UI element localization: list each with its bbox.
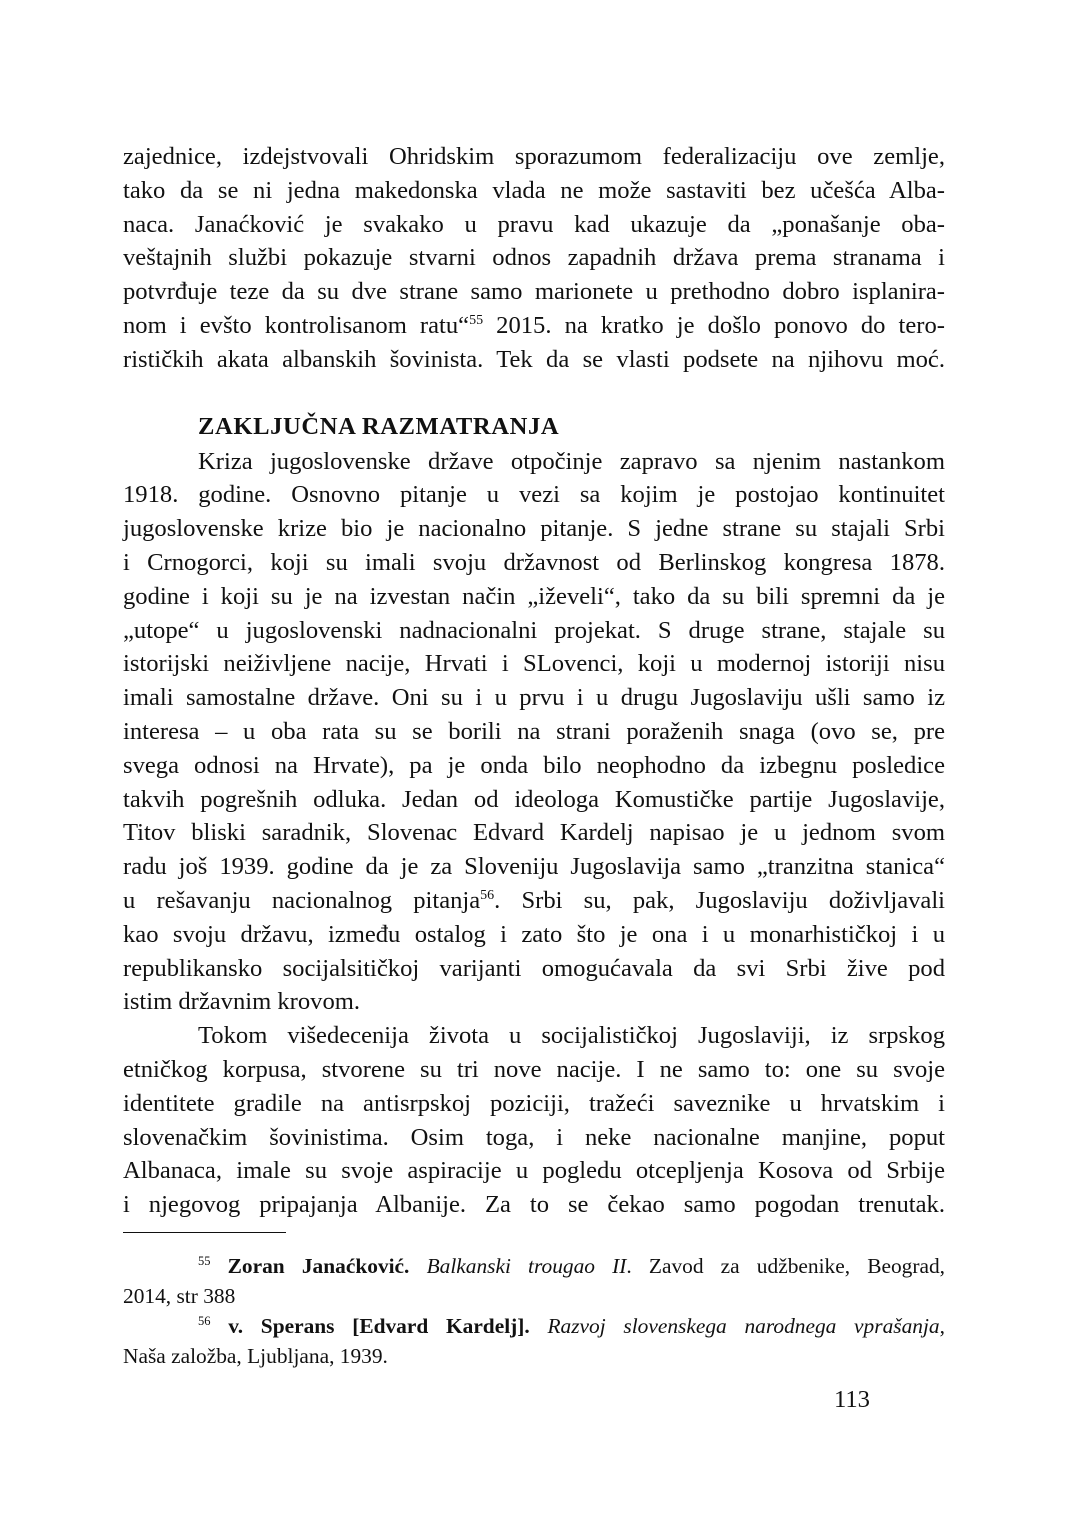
text-segment: u rešavanju nacionalnog pitanja [123,886,481,914]
text-line: Albanaca, imale su svoje aspiracije u pogledu otcepljenja Kosova od Srbije [123,1157,945,1185]
text-line: imali samostalne države. Oni su i u prvu i u drugu Jugoslaviju ušli samo iz [123,684,945,712]
page-number: 113 [834,1386,870,1413]
text-line: republikansko socijalsitičkoj varijanti omogućavala da svi Srbi žive pod [123,954,945,982]
text-line: Kriza jugoslovenske države otpočinje zapravo sa njenim nastankom [198,447,945,475]
text-line: takvih pogrešnih odluka. Jedan od ideologa Komustičke partije Jugoslavije, [123,785,945,813]
text-line: interesa – u oba rata su se borili na strani poraženih snaga (ovo se, pre [123,717,945,745]
footnote-56-continued: Naša založba, Ljubljana, 1939. [123,1343,388,1368]
text-line: veštajnih službi pokazuje stvarni odnos zapadnih država prema stranama i [123,244,945,272]
text-line: zajednice, izdejstvovali Ohridskim sporazumom federalizaciju ove zemlje, [123,143,945,170]
footnote-ref-55[interactable]: 55 [469,312,484,328]
text-line: istim državnim krovom. [123,988,361,1016]
text-line: „utope“ u jugoslovenski nadnacionalni projekat. S druge strane, stajale su [123,616,945,644]
text-line: svega odnosi na Hrvate), pa je onda bilo neophodno da izbegnu posledice [123,751,945,779]
text-line: 1918. godine. Osnovno pitanje u vezi sa kojim je postojao kontinuitet [123,481,945,509]
text-line: Titov bliski saradnik, Slovenac Edvard Kardelj napisao je u jednom svom [123,819,945,847]
paragraph-1 [123,140,945,377]
text-line: etničkog korpusa, stvorene su tri nove nacije. I ne samo to: one su svoje [123,1055,945,1083]
footnote-number: 55 [198,1253,211,1268]
footnote-rest: . Zavod za udžbenike, Beograd, [626,1253,946,1278]
footnote-separator [123,1232,286,1233]
footnotes [123,1251,945,1371]
footnote-title: Razvoj slovenskega narodnega vprašanja [547,1313,940,1338]
text-segment: 2015. na kratko je došlo ponovo do tero- [483,311,945,339]
section-heading: ZAKLJUČNA RAZMATRANJA [198,412,560,440]
paragraph-3 [123,1019,945,1222]
text-line: radu još 1939. godine da je za Sloveniju Jugoslavija samo „tranzitna stanica“ [123,853,945,881]
text-line: istorijski neiživljene nacije, Hrvati i SLovenci, koji u modernoj istoriji nisu [123,650,945,678]
text-line: i njegovog pripajanja Albanije. Za to se čekao samo pogodan trenutak. [123,1191,945,1219]
footnote-ref-56[interactable]: 56 [480,887,495,903]
text-line: kao svoju državu, između ostalog i zato što je ona i u monarhističkoj i u [123,920,945,948]
paragraph-2 [123,445,945,1020]
footnote-56 [123,1311,945,1341]
footnote-number: 56 [198,1313,211,1328]
footnote-title: Balkanski trougao II [426,1253,627,1278]
text-line: godine i koji su je na izvestan način „iževeli“, tako da su bili spremni da je [123,582,945,610]
text-line: identitete gradile na antisrpskoj poziciji, tražeći saveznike u hrvatskim i [123,1089,945,1117]
text-segment: . Srbi su, pak, Jugoslaviju doživljavali [494,886,945,914]
text-line: naca. Janaćković je svakako u pravu kad ukazuje da „ponašanje oba- [123,210,945,238]
footnote-55-continued: 2014, str 388 [123,1283,236,1308]
footnote-rest: , [939,1313,945,1338]
text-line: jugoslovenske krize bio je nacionalno pitanje. S jedne strane su stajali Srbi [123,515,945,543]
text-line: i Crnogorci, koji su imali svoju državnost od Berlinskog kongresa 1878. [123,548,945,576]
footnote-author: v. Sperans [Edvard Kardelj]. [228,1313,530,1338]
text-line: rističkih akata albanskih šovinista. Tek da se vlasti podsete na njihovu moć. [123,345,945,373]
text-line [123,884,945,918]
text-line: slovenačkim šovinistima. Osim toga, i neke nacionalne manjine, poput [123,1123,945,1151]
text-line: Tokom višedecenija života u socijalističkoj Jugoslaviji, iz srpskog [198,1022,945,1050]
page-body [123,140,945,1371]
text-line: tako da se ni jedna makedonska vlada ne može sastaviti bez učešća Alba- [123,176,945,204]
text-line: potvrđuje teze da su dve strane samo marionete u prethodno dobro isplanira- [123,278,945,306]
text-segment: nom i evšto kontrolisanom ratu“ [123,311,470,339]
footnote-55 [123,1251,945,1281]
text-line [123,309,945,343]
footnote-author: Zoran Janaćković. [227,1253,410,1278]
